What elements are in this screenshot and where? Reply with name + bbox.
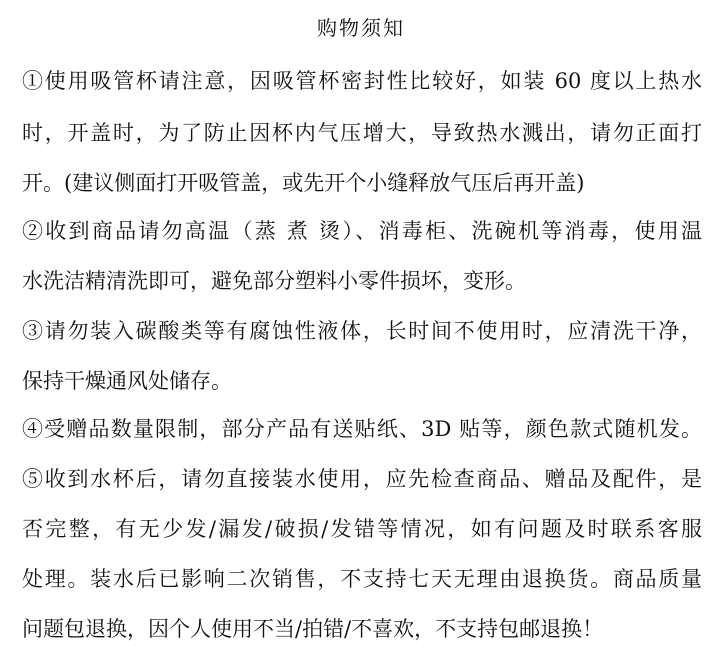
- notice-line-12: 问题包退换，因个人使用不当/拍错/不喜欢，不支持包邮退换！: [22, 617, 604, 641]
- notice-line-6: ③请勿装入碳酸类等有腐蚀性液体，长时间不使用时，应清洗干净，: [22, 319, 702, 343]
- notice-line-11: 处理。装水后已影响二次销售，不支持七天无理由退换货。商品质量: [22, 567, 702, 591]
- notice-line-4: ②收到商品请勿高温（蒸 煮 烫）、消毒柜、洗碗机等消毒，使用温: [22, 219, 702, 243]
- notice-line-1: ①使用吸管杯请注意，因吸管杯密封性比较好，如装 60 度以上热水: [22, 69, 702, 93]
- notice-line-5: 水洗洁精清洗即可，避免部分塑料小零件损坏，变形。: [22, 269, 526, 293]
- notice-line-9: ⑤收到水杯后，请勿直接装水使用，应先检查商品、赠品及配件，是: [22, 467, 702, 491]
- notice-line-8: ④受赠品数量限制，部分产品有送贴纸、3D 贴等，颜色款式随机发。: [22, 417, 702, 441]
- notice-line-2: 时，开盖时，为了防止因杯内气压增大，导致热水溅出，请勿正面打: [22, 121, 702, 145]
- notice-line-3: 开。(建议侧面打开吸管盖，或先开个小缝释放气压后再开盖): [22, 171, 585, 195]
- notice-line-10: 否完整，有无少发/漏发/破损/发错等情况，如有问题及时联系客服: [22, 517, 702, 541]
- page-title: 购物须知: [317, 16, 405, 40]
- notice-line-7: 保持干燥通风处储存。: [22, 369, 232, 393]
